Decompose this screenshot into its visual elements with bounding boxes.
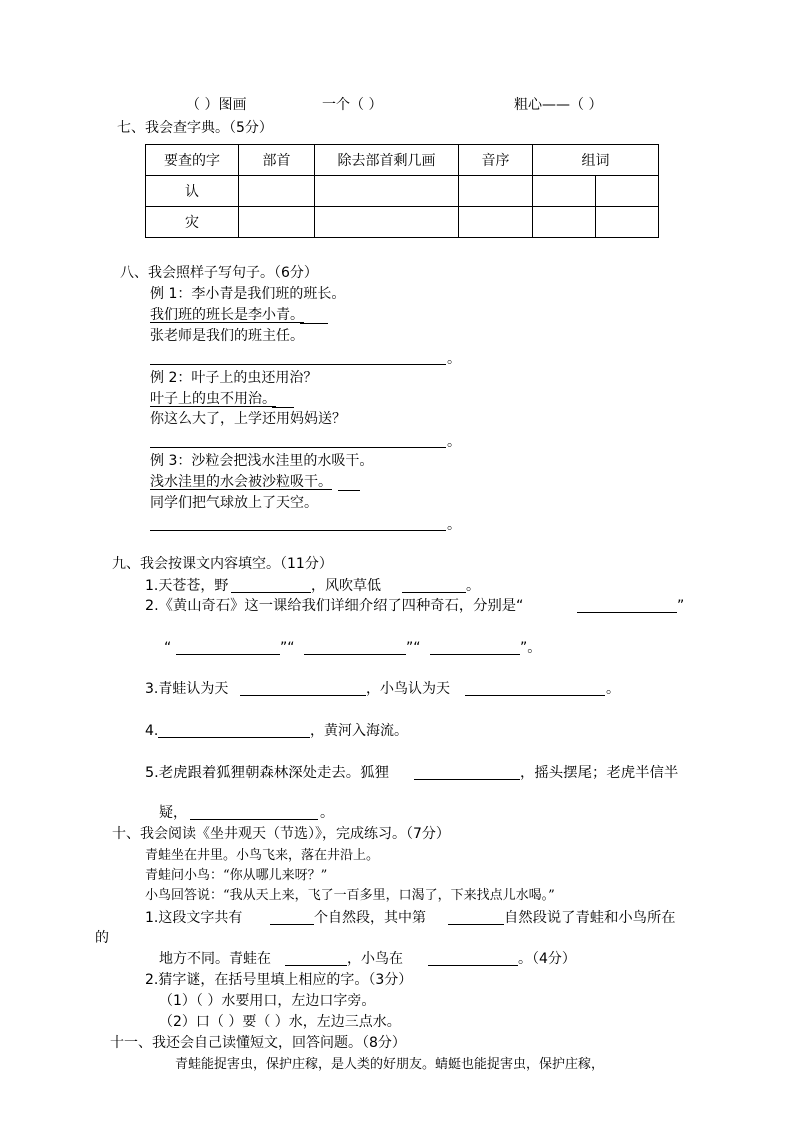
q8-example-3: 例 3：沙粒会把浅水洼里的水吸干。	[150, 453, 374, 469]
table-cell[interactable]	[315, 207, 459, 238]
answer-line-2[interactable]	[150, 447, 446, 448]
blank-line[interactable]	[414, 779, 520, 780]
q9-item-4-b: ，黄河入海流。	[310, 723, 408, 739]
q8-example-1-answer: 我们班的班长是李小青。	[150, 307, 304, 323]
top-line-item-1: （ ）图画	[186, 97, 247, 113]
q9-item-3-c: 。	[606, 681, 620, 697]
blank-line[interactable]	[402, 592, 466, 593]
blank-line[interactable]	[158, 737, 310, 738]
q9-item-4-a: 4.	[145, 723, 159, 739]
q9-item-5-d: 。	[320, 805, 334, 821]
q10-sub-1-f: ，小鸟在	[347, 951, 403, 967]
q10-sub-2-riddle-2: （2）口（ ）要（ ）水，左边三点水。	[159, 1014, 401, 1030]
q8-title: 八、我会照样子写句子。（6分）	[120, 265, 318, 281]
blank-line[interactable]	[577, 612, 677, 613]
q10-sub-1-g: 。（4分）	[518, 951, 576, 967]
table-header: 组词	[533, 145, 659, 176]
period: 。	[447, 434, 461, 450]
blank-line[interactable]	[240, 695, 366, 696]
q9-item-2-d: ”“	[280, 640, 295, 656]
dictionary-table	[145, 144, 659, 238]
q9-item-2-f: ”。	[520, 640, 542, 656]
table-cell: 灾	[146, 207, 239, 238]
underline	[272, 407, 294, 408]
q9-item-1-b: ，风吹草低	[311, 578, 381, 594]
q9-title: 九、我会按课文内容填空。（11分）	[112, 556, 333, 572]
table-cell[interactable]	[239, 176, 315, 207]
table-header: 除去部首剩几画	[315, 145, 459, 176]
q9-item-2-c: “	[164, 640, 172, 656]
q11-title: 十一、我还会自己读懂短文，回答问题。（8分）	[110, 1035, 406, 1051]
q10-passage-3: 小鸟回答说：“我从天上来，飞了一百多里，口渴了，下来找点儿水喝。”	[145, 888, 555, 903]
q9-item-5-c: 疑，	[159, 805, 187, 821]
q9-item-3-a: 3.青蛙认为天	[145, 681, 229, 697]
q9-item-1-c: 。	[466, 578, 480, 594]
q10-sub-1-a: 1.这段文字共有	[145, 910, 243, 926]
answer-line-3[interactable]	[150, 530, 446, 531]
q8-task-3: 同学们把气球放上了天空。	[150, 495, 318, 511]
period: 。	[447, 517, 461, 533]
top-line-item-3: 粗心——（ ）	[514, 97, 603, 113]
top-line-item-2: 一个（ ）	[322, 97, 383, 113]
q9-item-5-b: ，摇头摆尾；老虎半信半	[520, 765, 679, 781]
q10-sub-2: 2.猜字谜，在括号里填上相应的字。（3分）	[145, 972, 413, 988]
blank-line[interactable]	[428, 965, 518, 966]
table-header: 要查的字	[146, 145, 239, 176]
blank-line[interactable]	[176, 654, 280, 655]
q9-item-3-b: ，小鸟认为天	[366, 681, 450, 697]
q9-item-1-a: 1.天苍苍，野	[145, 578, 229, 594]
q9-item-2-a: 2.《黄山奇石》这一课给我们详细介绍了四种奇石，分别是“	[145, 598, 524, 614]
q7-title: 七、我会查字典。（5分）	[117, 120, 273, 136]
blank-line[interactable]	[231, 592, 311, 593]
table-row	[146, 176, 659, 207]
q10-sub-1-e: 地方不同。青蛙在	[159, 951, 271, 967]
q8-task-1: 张老师是我们的班主任。	[150, 328, 304, 344]
table-cell[interactable]	[459, 176, 533, 207]
blank-line[interactable]	[430, 654, 520, 655]
table-cell[interactable]	[459, 207, 533, 238]
table-row	[146, 207, 659, 238]
q10-sub-1-d: 的	[95, 930, 109, 946]
blank-line[interactable]	[465, 695, 605, 696]
q11-passage-1: 青蛙能捉害虫，保护庄稼，是人类的好朋友。蜻蜓也能捉害虫，保护庄稼，	[175, 1057, 605, 1072]
blank-line[interactable]	[190, 819, 318, 820]
table-header: 音序	[459, 145, 533, 176]
blank-line[interactable]	[448, 924, 504, 925]
q8-task-2: 你这么大了，上学还用妈妈送？	[150, 411, 346, 427]
underline	[338, 490, 360, 491]
blank-line[interactable]	[285, 965, 347, 966]
q8-example-3-answer: 浅水洼里的水会被沙粒吸干。	[150, 474, 332, 490]
q10-passage-2: 青蛙问小鸟：“你从哪儿来呀？”	[145, 868, 328, 883]
table-cell[interactable]	[533, 207, 596, 238]
table-cell[interactable]	[315, 176, 459, 207]
table-cell[interactable]	[239, 207, 315, 238]
q9-item-5-a: 5.老虎跟着狐狸朝森林深处走去。狐狸	[145, 765, 389, 781]
q10-sub-1-c: 自然段说了青蛙和小鸟所在	[504, 910, 676, 926]
q8-example-2: 例 2：叶子上的虫还用治？	[150, 370, 318, 386]
q9-item-2-b: ”	[677, 598, 685, 614]
underline	[300, 323, 328, 324]
q10-title: 十、我会阅读《坐井观天（节选）》，完成练习。（7分）	[112, 826, 450, 842]
q10-sub-2-riddle-1: （1）（ ）水要用口，左边口字旁。	[159, 993, 376, 1009]
q10-sub-1-b: 个自然段，其中第	[314, 910, 426, 926]
answer-line-1[interactable]	[150, 364, 446, 365]
blank-line[interactable]	[304, 654, 406, 655]
q8-example-2-answer: 叶子上的虫不用治。	[150, 391, 276, 407]
table-cell[interactable]	[533, 176, 596, 207]
q10-passage-1: 青蛙坐在井里。小鸟飞来，落在井沿上。	[145, 848, 380, 863]
table-header-row	[146, 145, 659, 176]
table-cell: 认	[146, 176, 239, 207]
q9-item-2-e: ”“	[406, 640, 421, 656]
table-cell[interactable]	[596, 176, 659, 207]
blank-line[interactable]	[270, 924, 314, 925]
table-header: 部首	[239, 145, 315, 176]
period: 。	[447, 351, 461, 367]
q8-example-1: 例 1：李小青是我们班的班长。	[150, 286, 346, 302]
table-cell[interactable]	[596, 207, 659, 238]
